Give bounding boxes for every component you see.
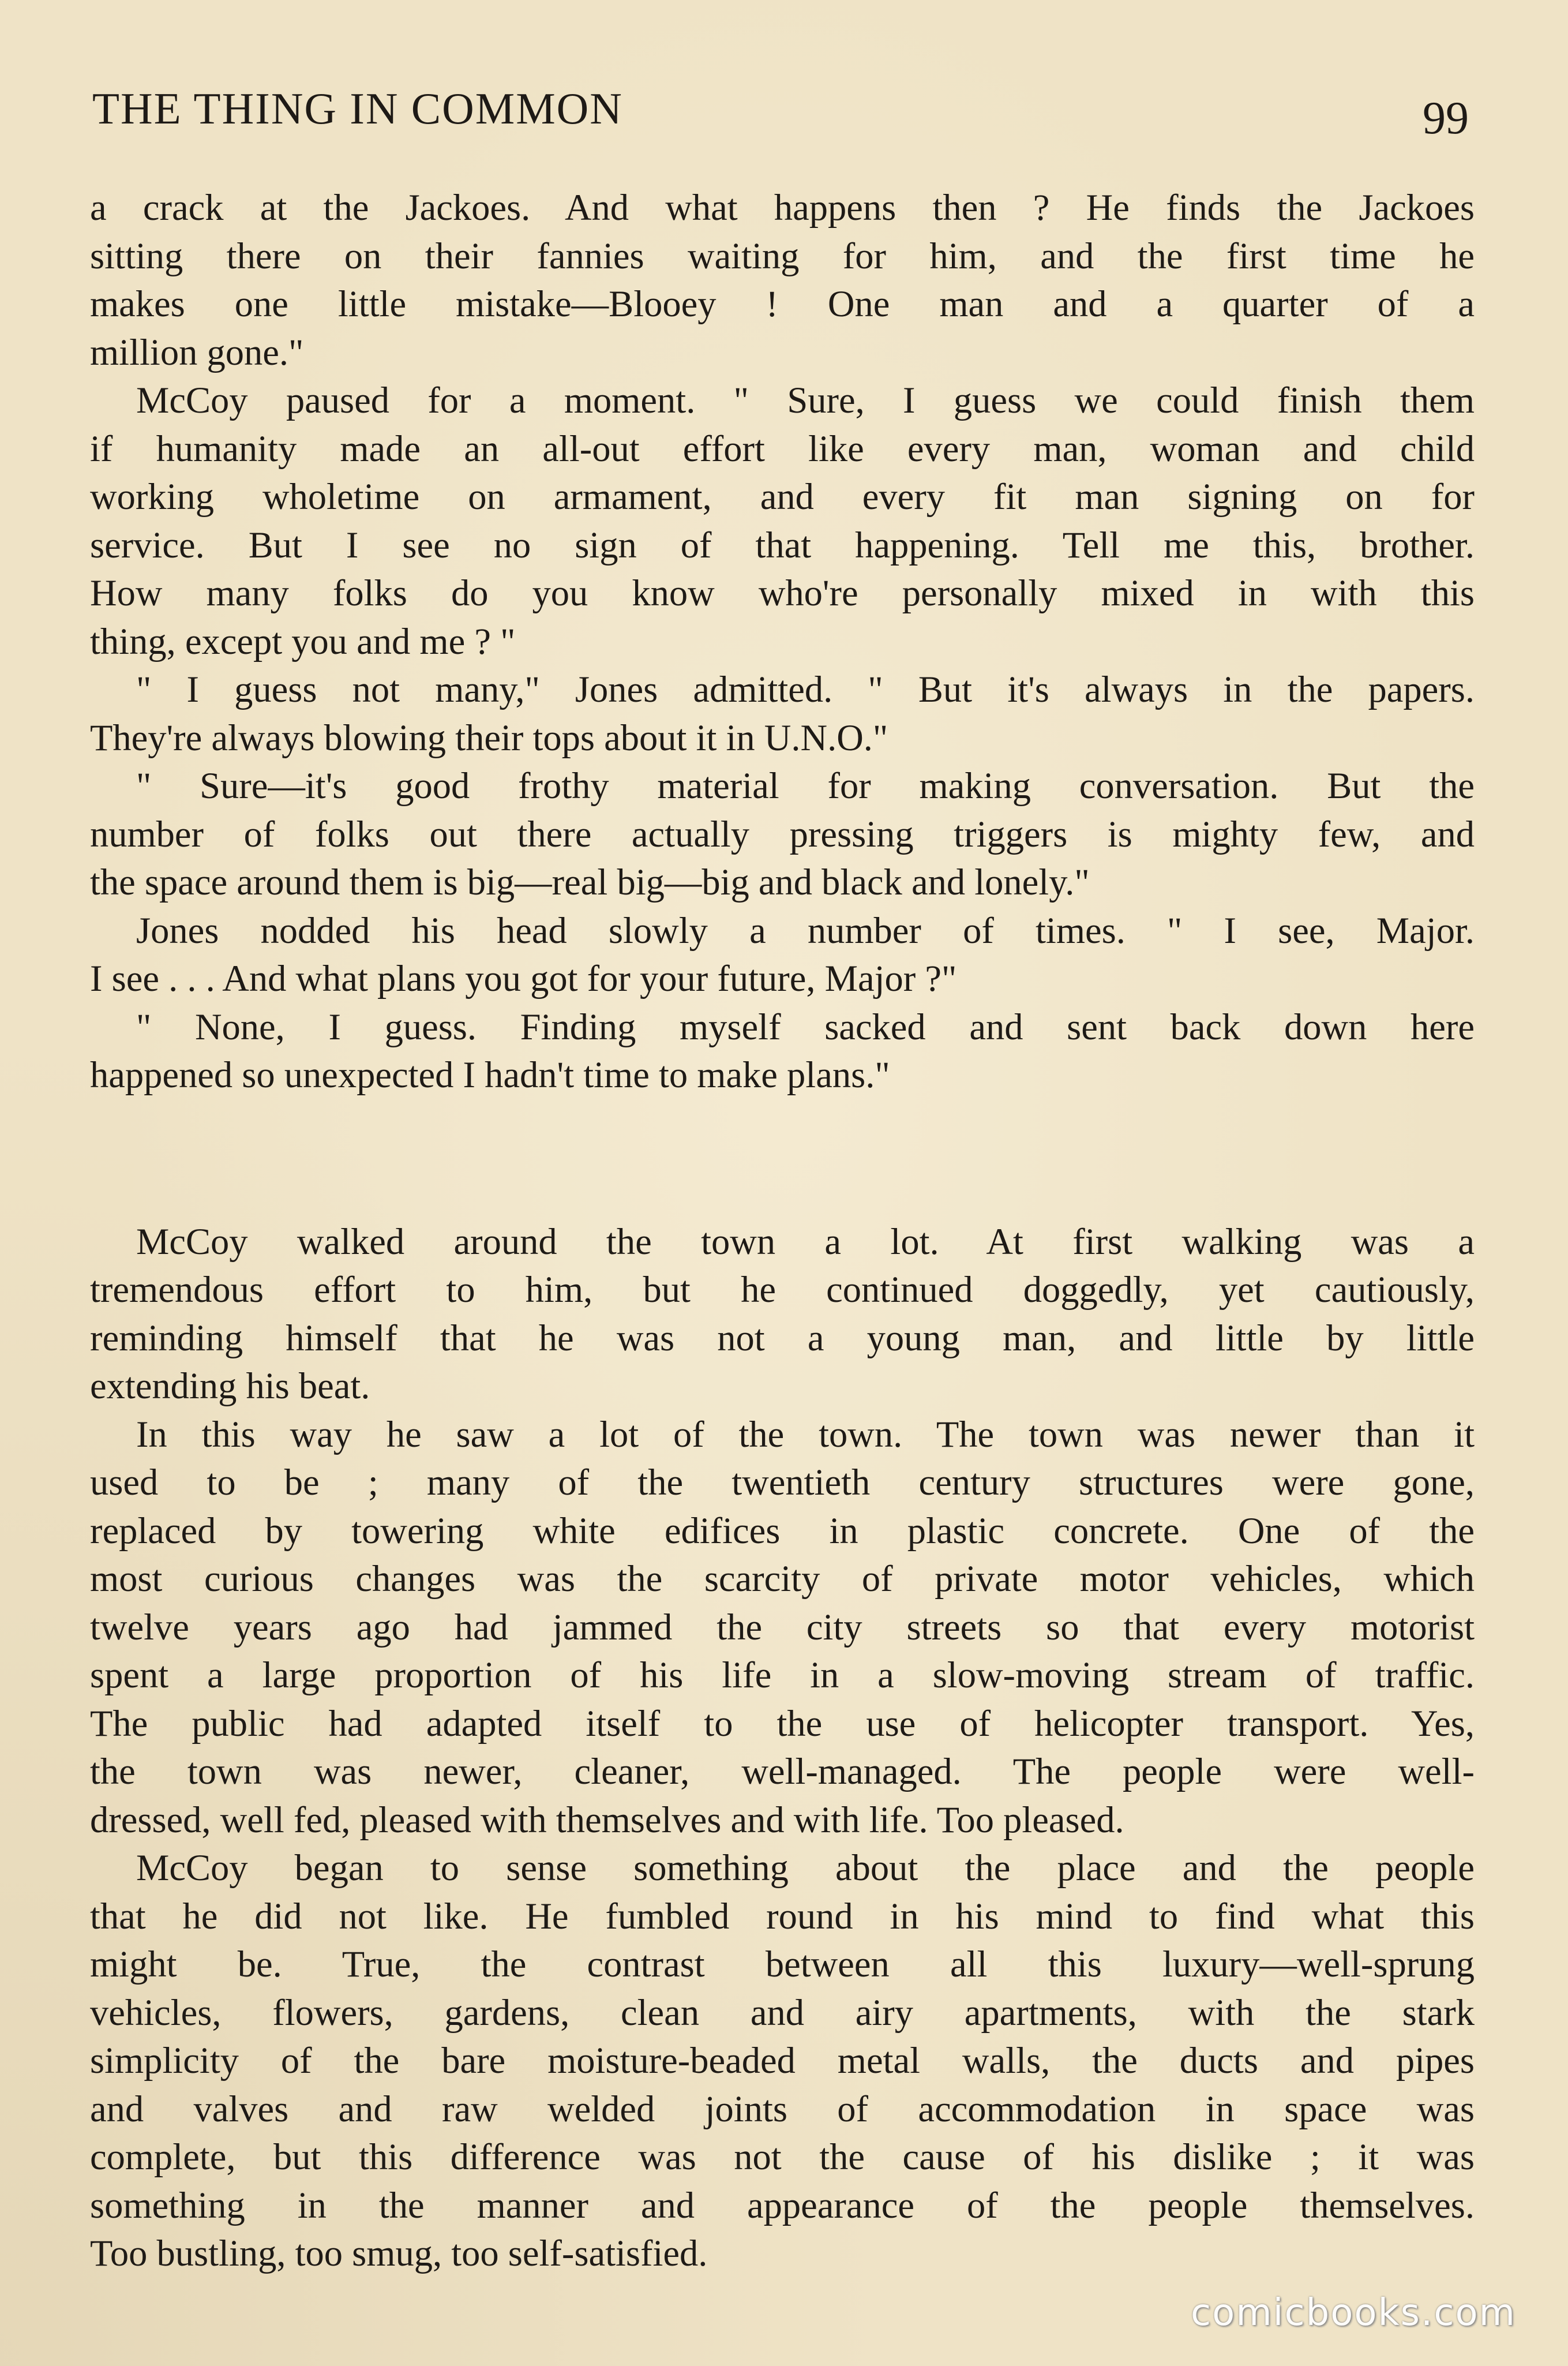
- body-text: [90, 184, 1475, 2278]
- text-line: I see . . . And what plans you got for your future, Major ?": [90, 958, 957, 999]
- text-line: vehicles, flowers, gardens, clean and airy apartments, with the stark: [90, 1991, 1475, 2033]
- text-line: spent a large proportion of his life in a slow-moving stream of traffic.: [90, 1654, 1475, 1695]
- text-line: reminding himself that he was not a young man, and little by little: [90, 1317, 1475, 1358]
- text-line: simplicity of the bare moisture-beaded metal walls, the ducts and pipes: [90, 2040, 1475, 2081]
- watermark: comicbooks.com: [1190, 2292, 1516, 2334]
- paragraph: [90, 184, 1475, 376]
- text-line: sitting there on their fannies waiting for him, and the first time he: [90, 235, 1475, 276]
- text-line: replaced by towering white edifices in plastic concrete. One of the: [90, 1510, 1475, 1551]
- text-line: a crack at the Jackoes. And what happens then ? He finds the Jackoes: [90, 187, 1475, 228]
- text-line: How many folks do you know who're personally mixed in with this: [90, 572, 1475, 613]
- paragraph: [90, 907, 1475, 1003]
- text-line: if humanity made an all-out effort like every man, woman and child: [90, 428, 1475, 469]
- page-number: 99: [1423, 93, 1469, 144]
- text-line: extending his beat.: [90, 1365, 370, 1406]
- text-line: the space around them is big—real big—big and black and lonely.": [90, 862, 1090, 903]
- text-line: might be. True, the contrast between all this luxury—well-sprung: [90, 1944, 1475, 1985]
- text-line: and valves and raw welded joints of accommodation in space was: [90, 2088, 1475, 2129]
- paragraph: [90, 1844, 1475, 2278]
- section-break: [90, 1099, 1475, 1218]
- text-line: happened so unexpected I hadn't time to make plans.": [90, 1054, 890, 1095]
- text-line: service. But I see no sign of that happening. Tell me this, brother.: [90, 524, 1475, 566]
- paragraph: [90, 762, 1475, 907]
- text-line: dressed, well fed, pleased with themselves and with life. Too pleased.: [90, 1799, 1124, 1840]
- text-line: that he did not like. He fumbled round in his mind to find what this: [90, 1895, 1475, 1937]
- text-line: twelve years ago had jammed the city streets so that every motorist: [90, 1606, 1475, 1648]
- text-line: makes one little mistake—Blooey ! One man and a quarter of a: [90, 283, 1475, 324]
- text-line: something in the manner and appearance of the people themselves.: [90, 2184, 1475, 2226]
- text-line: thing, except you and me ? ": [90, 620, 516, 662]
- text-line: " None, I guess. Finding myself sacked and sent back down here: [136, 1006, 1475, 1047]
- paragraph: [90, 1218, 1475, 1410]
- text-line: " I guess not many," Jones admitted. " But it's always in the papers.: [136, 669, 1475, 710]
- text-line: working wholetime on armament, and every fit man signing on for: [90, 476, 1475, 517]
- text-line: the town was newer, cleaner, well-managed. The people were well-: [90, 1751, 1475, 1792]
- text-line: Too bustling, too smug, too self-satisfied.: [90, 2233, 708, 2274]
- text-line: The public had adapted itself to the use of helicopter transport. Yes,: [90, 1702, 1475, 1744]
- running-title: THE THING IN COMMON: [92, 84, 623, 133]
- text-line: McCoy paused for a moment. " Sure, I guess we could finish them: [136, 380, 1475, 421]
- text-line: " Sure—it's good frothy material for making conversation. But the: [136, 765, 1475, 806]
- text-line: They're always blowing their tops about it in U.N.O.": [90, 717, 888, 758]
- text-line: used to be ; many of the twentieth century structures were gone,: [90, 1462, 1475, 1503]
- text-line: tremendous effort to him, but he continued doggedly, yet cautiously,: [90, 1269, 1475, 1310]
- text-line: million gone.": [90, 331, 304, 373]
- text-line: McCoy began to sense something about the place and the people: [136, 1847, 1475, 1888]
- paragraph: [90, 1410, 1475, 1844]
- paragraph: [90, 665, 1475, 762]
- text-line: most curious changes was the scarcity of private motor vehicles, which: [90, 1558, 1475, 1599]
- text-line: McCoy walked around the town a lot. At first walking was a: [136, 1221, 1475, 1262]
- text-line: Jones nodded his head slowly a number of times. " I see, Major.: [136, 909, 1475, 951]
- paragraph: [90, 1003, 1475, 1099]
- text-line: number of folks out there actually pressing triggers is mighty few, and: [90, 813, 1475, 855]
- paragraph: [90, 376, 1475, 665]
- text-line: In this way he saw a lot of the town. The town was newer than it: [136, 1413, 1475, 1455]
- text-line: complete, but this difference was not the cause of his dislike ; it was: [90, 2136, 1475, 2177]
